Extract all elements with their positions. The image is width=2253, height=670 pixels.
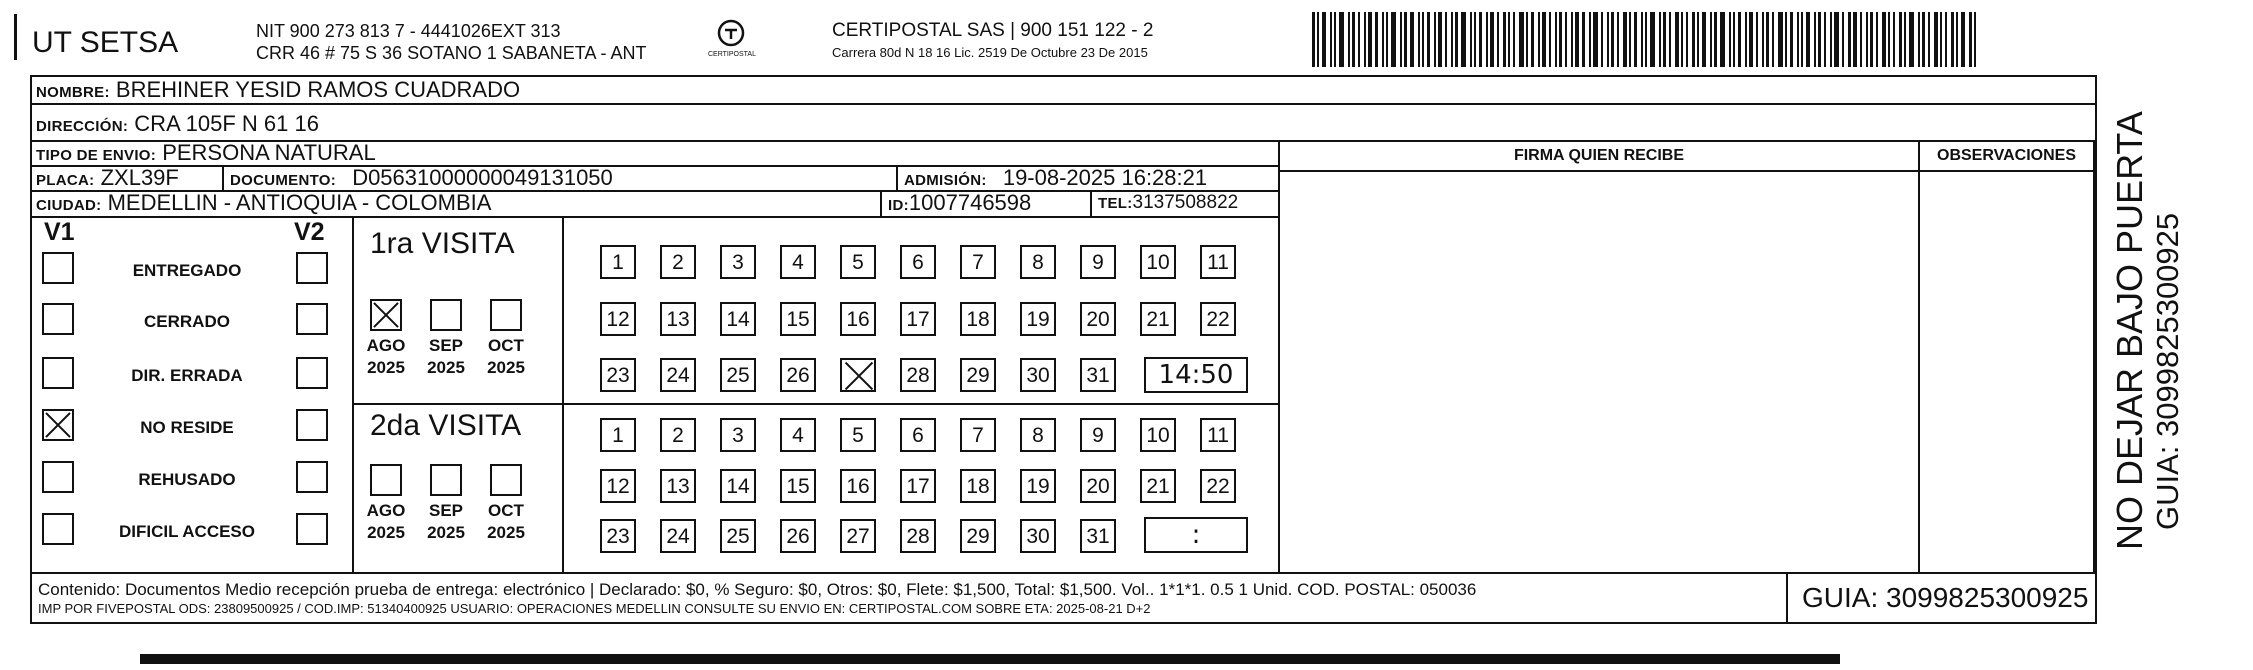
day-box[interactable]: 20 — [1080, 302, 1116, 336]
v2-checkbox[interactable] — [296, 461, 328, 493]
visit2-title: 2da VISITA — [370, 409, 522, 442]
barcode-bar — [1623, 12, 1627, 67]
id-label: ID: — [888, 197, 909, 214]
barcode — [1312, 12, 2072, 67]
month-checkbox[interactable] — [370, 464, 402, 496]
rule — [1786, 572, 1788, 622]
month-checkbox[interactable] — [370, 299, 402, 331]
certipostal-info — [832, 20, 1153, 64]
barcode-bar — [1438, 12, 1442, 67]
barcode-bar — [1745, 12, 1747, 67]
day-box[interactable]: 23 — [600, 519, 636, 553]
day-box[interactable]: 21 — [1140, 302, 1176, 336]
day-box[interactable]: 19 — [1020, 469, 1056, 503]
v2-checkbox[interactable] — [296, 303, 328, 335]
barcode-bar — [1961, 12, 1965, 67]
v2-checkbox[interactable] — [296, 513, 328, 545]
documento-label: DOCUMENTO: — [230, 172, 337, 189]
firma-header: FIRMA QUIEN RECIBE — [1513, 147, 1685, 164]
month-year: 2025 — [487, 523, 525, 542]
barcode-bar — [1571, 12, 1573, 67]
barcode-bar — [1559, 12, 1562, 67]
day-box[interactable]: 8 — [1020, 418, 1056, 452]
certi-license: Carrera 80d N 18 16 Lic. 2519 De Octubre 23 De 2015 — [832, 45, 1148, 60]
barcode-bar — [1918, 12, 1920, 67]
footer-print-info: IMP POR FIVEPOSTAL ODS: 23809500925 / COD.IMP: 51340400925 USUARIO: OPERACIONES MEDELLIN CONSULTE SU ENVIO EN: CERTIPOSTAL.COM SOBRE ETA: 2025-08-21 D+2 — [38, 601, 1151, 616]
status-label: DIFICIL ACCESO — [118, 522, 255, 541]
day-box[interactable]: 8 — [1020, 245, 1056, 279]
day-box[interactable]: 14 — [720, 469, 756, 503]
day-box[interactable]: 29 — [960, 519, 996, 553]
barcode-bar — [1733, 12, 1735, 67]
placa-label: PLACA: — [36, 172, 95, 189]
day-box[interactable]: 7 — [960, 245, 996, 279]
nombre-label: NOMBRE: — [36, 84, 110, 101]
month-year: 2025 — [427, 358, 465, 377]
observaciones-header: OBSERVACIONES — [1937, 147, 2076, 164]
day-box[interactable] — [840, 358, 876, 392]
barcode-bar — [1681, 12, 1683, 67]
status-label: ENTREGADO — [132, 261, 242, 280]
v1-checkbox[interactable] — [42, 357, 74, 389]
month-checkbox[interactable] — [490, 464, 522, 496]
barcode-bar — [1519, 12, 1524, 67]
barcode-bar — [1904, 12, 1906, 67]
barcode-bar — [1860, 12, 1862, 67]
day-box[interactable]: 27 — [840, 519, 876, 553]
barcode-bar — [1538, 12, 1540, 67]
barcode-bar — [1834, 12, 1839, 67]
side-notice — [2110, 111, 2186, 550]
barcode-bar — [1513, 12, 1515, 67]
day-box[interactable]: 3 — [720, 245, 756, 279]
barcode-bar — [1375, 12, 1378, 67]
barcode-bar — [1497, 12, 1499, 67]
day-box[interactable]: 24 — [660, 358, 696, 392]
barcode-bar — [1645, 12, 1647, 67]
day-box[interactable]: 19 — [1020, 302, 1056, 336]
barcode-bar — [1692, 12, 1695, 67]
day-box[interactable]: 11 — [1200, 418, 1236, 452]
barcode-bar — [1434, 12, 1436, 67]
visit1-title: 1ra VISITA — [370, 227, 515, 260]
footer-contents: Contenido: Documentos Medio recepción prueba de entrega: electrónico | Declarado: $0, % Seguro: $0, Otros: $0, Flete: $1,500, Total: $1,500. Vol.. 1*1*1. 0.5 1 Unid. COD. POSTAL: 050036 — [38, 580, 1477, 599]
barcode-bar — [1549, 12, 1551, 67]
day-box[interactable]: 4 — [780, 418, 816, 452]
barcode-bar — [1422, 12, 1424, 67]
barcode-bar — [1629, 12, 1631, 67]
logo-icon — [716, 18, 746, 48]
day-box[interactable]: 25 — [720, 519, 756, 553]
barcode-bar — [1575, 12, 1579, 67]
day-box[interactable]: 28 — [900, 519, 936, 553]
barcode-bar — [1814, 12, 1816, 67]
barcode-bar — [1479, 12, 1482, 67]
id-value: 1007746598 — [908, 190, 1032, 215]
barcode-bar — [1445, 12, 1447, 67]
v1-checkbox[interactable] — [42, 303, 74, 335]
tipo-row — [36, 140, 376, 166]
ciudad-label: CIUDAD: — [36, 197, 102, 214]
placa-value: ZXL39F — [100, 165, 179, 190]
barcode-bar — [1675, 12, 1679, 67]
barcode-bar — [1461, 12, 1466, 67]
day-box[interactable]: 16 — [840, 302, 876, 336]
barcode-bar — [1542, 12, 1546, 67]
barcode-bar — [1772, 12, 1774, 67]
barcode-bar — [1486, 12, 1488, 67]
rule — [352, 216, 354, 572]
day-box[interactable]: 20 — [1080, 469, 1116, 503]
ciudad-row — [36, 190, 491, 216]
certi-line: CERTIPOSTAL SAS | 900 151 122 - 2 — [832, 20, 1154, 41]
barcode-bar — [1368, 12, 1372, 67]
day-box[interactable]: 10 — [1140, 245, 1176, 279]
company-name: UT SETSA — [32, 26, 179, 59]
barcode-bar — [1352, 12, 1355, 67]
rule — [352, 403, 1278, 405]
barcode-bar — [1824, 12, 1826, 67]
barcode-bar — [1474, 12, 1476, 67]
barcode-bar — [1882, 12, 1886, 67]
day-box[interactable]: 13 — [660, 302, 696, 336]
v2-label: V2 — [294, 218, 325, 246]
rule — [896, 165, 898, 190]
company-nit — [256, 20, 646, 64]
day-box[interactable]: 30 — [1020, 519, 1056, 553]
barcode-bar — [1490, 12, 1494, 67]
barcode-bar — [1785, 12, 1787, 67]
barcode-bar — [1853, 12, 1857, 67]
barcode-bar — [1870, 12, 1873, 67]
month-label — [480, 335, 532, 379]
barcode-bar — [1842, 12, 1844, 67]
month-checkbox[interactable] — [430, 464, 462, 496]
barcode-bar — [1669, 12, 1671, 67]
barcode-bar — [1404, 12, 1407, 67]
day-box[interactable]: 11 — [1200, 245, 1236, 279]
day-box[interactable]: 22 — [1200, 469, 1236, 503]
month-year: 2025 — [427, 523, 465, 542]
barcode-bar — [1470, 12, 1472, 67]
day-box[interactable]: 22 — [1200, 302, 1236, 336]
barcode-bar — [1382, 12, 1384, 67]
barcode-bar — [1650, 12, 1655, 67]
direccion-label: DIRECCIÓN: — [36, 118, 129, 135]
barcode-bar — [1720, 12, 1725, 67]
nombre-row — [36, 77, 520, 103]
v1-checkbox[interactable] — [42, 461, 74, 493]
barcode-bar — [1951, 12, 1954, 67]
nombre-value: BREHINER YESID RAMOS CUADRADO — [115, 77, 521, 102]
visit2-time: : — [1144, 517, 1248, 553]
barcode-bar — [1893, 12, 1895, 67]
rule — [32, 216, 1278, 218]
month-name: OCT — [488, 501, 524, 520]
barcode-bar — [1531, 12, 1534, 67]
month-year: 2025 — [367, 358, 405, 377]
barcode-bar — [1797, 12, 1799, 67]
barcode-bar — [1391, 12, 1396, 67]
day-box[interactable]: 18 — [960, 302, 996, 336]
tel-label: TEL: — [1098, 195, 1133, 212]
month-name: AGO — [366, 336, 406, 355]
barcode-bar — [1582, 12, 1585, 67]
barcode-bar — [1312, 12, 1315, 67]
rule — [1278, 170, 2095, 172]
barcode-bar — [1762, 12, 1764, 67]
barcode-bar — [1934, 12, 1938, 67]
month-label — [420, 335, 472, 379]
barcode-bar — [1945, 12, 1947, 67]
day-box[interactable]: 26 — [780, 358, 816, 392]
day-box[interactable]: 15 — [780, 302, 816, 336]
address-line: CRR 46 # 75 S 36 SOTANO 1 SABANETA - ANT — [256, 43, 647, 63]
status-label: CERRADO — [144, 312, 230, 331]
day-box[interactable]: 31 — [1080, 519, 1116, 553]
barcode-bar — [1909, 12, 1914, 67]
barcode-bar — [1555, 12, 1557, 67]
month-label — [480, 500, 532, 544]
day-box[interactable]: 17 — [900, 302, 936, 336]
month-name: SEP — [428, 336, 464, 355]
barcode-bar — [1710, 12, 1712, 67]
barcode-bar — [1330, 12, 1332, 67]
barcode-bar — [1756, 12, 1758, 67]
barcode-bar — [1427, 12, 1430, 67]
status-label: DIR. ERRADA — [131, 366, 243, 385]
status-label: REHUSADO — [138, 470, 236, 489]
barcode-bar — [1969, 12, 1972, 67]
day-box[interactable]: 12 — [600, 469, 636, 503]
barcode-bar — [1386, 12, 1388, 67]
ciudad-value: MEDELLIN - ANTIOQUIA - COLOMBIA — [107, 190, 492, 215]
day-box[interactable]: 6 — [900, 418, 936, 452]
barcode-bar — [1451, 12, 1453, 67]
id-row — [888, 190, 1031, 216]
day-box[interactable]: 6 — [900, 245, 936, 279]
day-box[interactable]: 16 — [840, 469, 876, 503]
barcode-bar — [1899, 12, 1902, 67]
day-box[interactable]: 7 — [960, 418, 996, 452]
month-label — [360, 335, 412, 379]
rule — [1090, 190, 1092, 216]
rule — [2093, 140, 2095, 572]
day-box[interactable]: 5 — [840, 418, 876, 452]
documento-row — [230, 165, 613, 191]
barcode-bar — [1888, 12, 1890, 67]
barcode-bar — [1702, 12, 1706, 67]
day-box[interactable]: 24 — [660, 519, 696, 553]
barcode-bar — [1956, 12, 1958, 67]
barcode-bar — [1830, 12, 1832, 67]
v2-checkbox[interactable] — [296, 409, 328, 441]
barcode-bar — [1503, 12, 1506, 67]
footer-guia: GUIA: 3099825300925 — [1802, 582, 2089, 613]
day-box[interactable]: 14 — [720, 302, 756, 336]
barcode-bar — [1848, 12, 1851, 67]
barcode-bar — [1400, 12, 1402, 67]
barcode-bar — [1455, 12, 1458, 67]
day-box[interactable]: 18 — [960, 469, 996, 503]
month-name: AGO — [366, 501, 406, 520]
nit-line: NIT 900 273 813 7 - 4441026EXT 313 — [256, 21, 561, 41]
edge-mark — [14, 14, 17, 60]
barcode-bar — [1876, 12, 1878, 67]
barcode-bar — [1334, 12, 1336, 67]
placa-row — [36, 165, 179, 191]
day-box[interactable]: 4 — [780, 245, 816, 279]
delivery-form — [30, 75, 2097, 624]
barcode-bar — [1601, 12, 1603, 67]
barcode-bar — [1617, 12, 1619, 67]
barcode-bar — [1729, 12, 1731, 67]
barcode-bar — [1317, 12, 1319, 67]
v2-checkbox[interactable] — [296, 357, 328, 389]
tel-row — [1098, 192, 1238, 214]
rule — [880, 190, 882, 216]
day-box[interactable]: 28 — [900, 358, 936, 392]
barcode-bar — [1358, 12, 1360, 67]
certipostal-logo — [708, 18, 754, 64]
barcode-bar — [1974, 12, 1976, 67]
direccion-value: CRA 105F N 61 16 — [134, 111, 319, 136]
barcode-bar — [1593, 12, 1598, 67]
month-year: 2025 — [367, 523, 405, 542]
day-box[interactable]: 17 — [900, 469, 936, 503]
day-box[interactable]: 9 — [1080, 418, 1116, 452]
admision-value: 19-08-2025 16:28:21 — [1002, 165, 1208, 190]
month-checkbox[interactable] — [490, 299, 522, 331]
barcode-bar — [1589, 12, 1591, 67]
tipo-value: PERSONA NATURAL — [162, 140, 376, 165]
visit1-time: 14:50 — [1144, 357, 1248, 393]
v1-label: V1 — [44, 218, 75, 246]
rule — [562, 216, 564, 572]
barcode-bar — [1663, 12, 1666, 67]
direccion-row — [36, 111, 319, 137]
scan-edge — [140, 654, 1840, 664]
day-box[interactable]: 15 — [780, 469, 816, 503]
barcode-bar — [1818, 12, 1821, 67]
day-box[interactable]: 31 — [1080, 358, 1116, 392]
barcode-bar — [1565, 12, 1567, 67]
barcode-bar — [1686, 12, 1688, 67]
barcode-bar — [1766, 12, 1769, 67]
barcode-bar — [1508, 12, 1510, 67]
v2-checkbox[interactable] — [296, 252, 328, 284]
month-name: SEP — [428, 501, 464, 520]
tel-value: 3137508822 — [1132, 192, 1239, 213]
day-box[interactable]: 9 — [1080, 245, 1116, 279]
barcode-bar — [1806, 12, 1810, 67]
barcode-bar — [1714, 12, 1717, 67]
barcode-bar — [1928, 12, 1930, 67]
barcode-bar — [1749, 12, 1753, 67]
barcode-bar — [1738, 12, 1741, 67]
barcode-bar — [1634, 12, 1637, 67]
day-box[interactable]: 21 — [1140, 469, 1176, 503]
month-year: 2025 — [487, 358, 525, 377]
month-label — [420, 500, 472, 544]
barcode-bar — [1322, 12, 1326, 67]
day-box[interactable]: 13 — [660, 469, 696, 503]
barcode-bar — [1778, 12, 1783, 67]
v1-checkbox[interactable] — [42, 252, 74, 284]
day-box[interactable]: 1 — [600, 418, 636, 452]
barcode-bar — [1348, 12, 1350, 67]
status-label: NO RESIDE — [140, 418, 234, 437]
month-label — [360, 500, 412, 544]
barcode-bar — [1697, 12, 1699, 67]
rule — [1918, 140, 1920, 572]
barcode-bar — [1611, 12, 1614, 67]
v1-checkbox[interactable] — [42, 513, 74, 545]
day-box[interactable]: 5 — [840, 245, 876, 279]
rule — [222, 165, 224, 190]
day-box[interactable]: 23 — [600, 358, 636, 392]
month-name: OCT — [488, 336, 524, 355]
barcode-bar — [1339, 12, 1344, 67]
day-box[interactable]: 30 — [1020, 358, 1056, 392]
rule — [32, 103, 2095, 105]
barcode-bar — [1410, 12, 1414, 67]
day-box[interactable]: 2 — [660, 245, 696, 279]
barcode-bar — [1866, 12, 1868, 67]
barcode-bar — [1418, 12, 1420, 67]
rule — [1278, 140, 1280, 572]
tipo-label: TIPO DE ENVIO: — [36, 147, 157, 164]
month-checkbox[interactable] — [430, 299, 462, 331]
day-box[interactable]: 25 — [720, 358, 756, 392]
barcode-bar — [1801, 12, 1803, 67]
barcode-bar — [1790, 12, 1793, 67]
barcode-bar — [1940, 12, 1942, 67]
barcode-bar — [1526, 12, 1528, 67]
side-main-text: NO DEJAR BAJO PUERTA — [2109, 111, 2150, 550]
barcode-bar — [1641, 12, 1643, 67]
documento-value: D05631000000049131050 — [352, 165, 613, 190]
day-box[interactable]: 26 — [780, 519, 816, 553]
barcode-bar — [1659, 12, 1661, 67]
barcode-bar — [1607, 12, 1609, 67]
admision-row — [904, 165, 1207, 191]
day-box[interactable]: 10 — [1140, 418, 1176, 452]
day-box[interactable]: 3 — [720, 418, 756, 452]
barcode-bar — [1922, 12, 1925, 67]
barcode-bar — [1364, 12, 1366, 67]
logo-caption: CERTIPOSTAL — [708, 51, 756, 58]
day-box[interactable]: 29 — [960, 358, 996, 392]
day-box[interactable]: 2 — [660, 418, 696, 452]
day-box[interactable]: 12 — [600, 302, 636, 336]
v1-checkbox[interactable] — [42, 409, 74, 441]
admision-label: ADMISIÓN: — [904, 172, 987, 189]
day-box[interactable]: 1 — [600, 245, 636, 279]
side-guia-text: GUIA: 3099825300925 — [2150, 212, 2185, 530]
